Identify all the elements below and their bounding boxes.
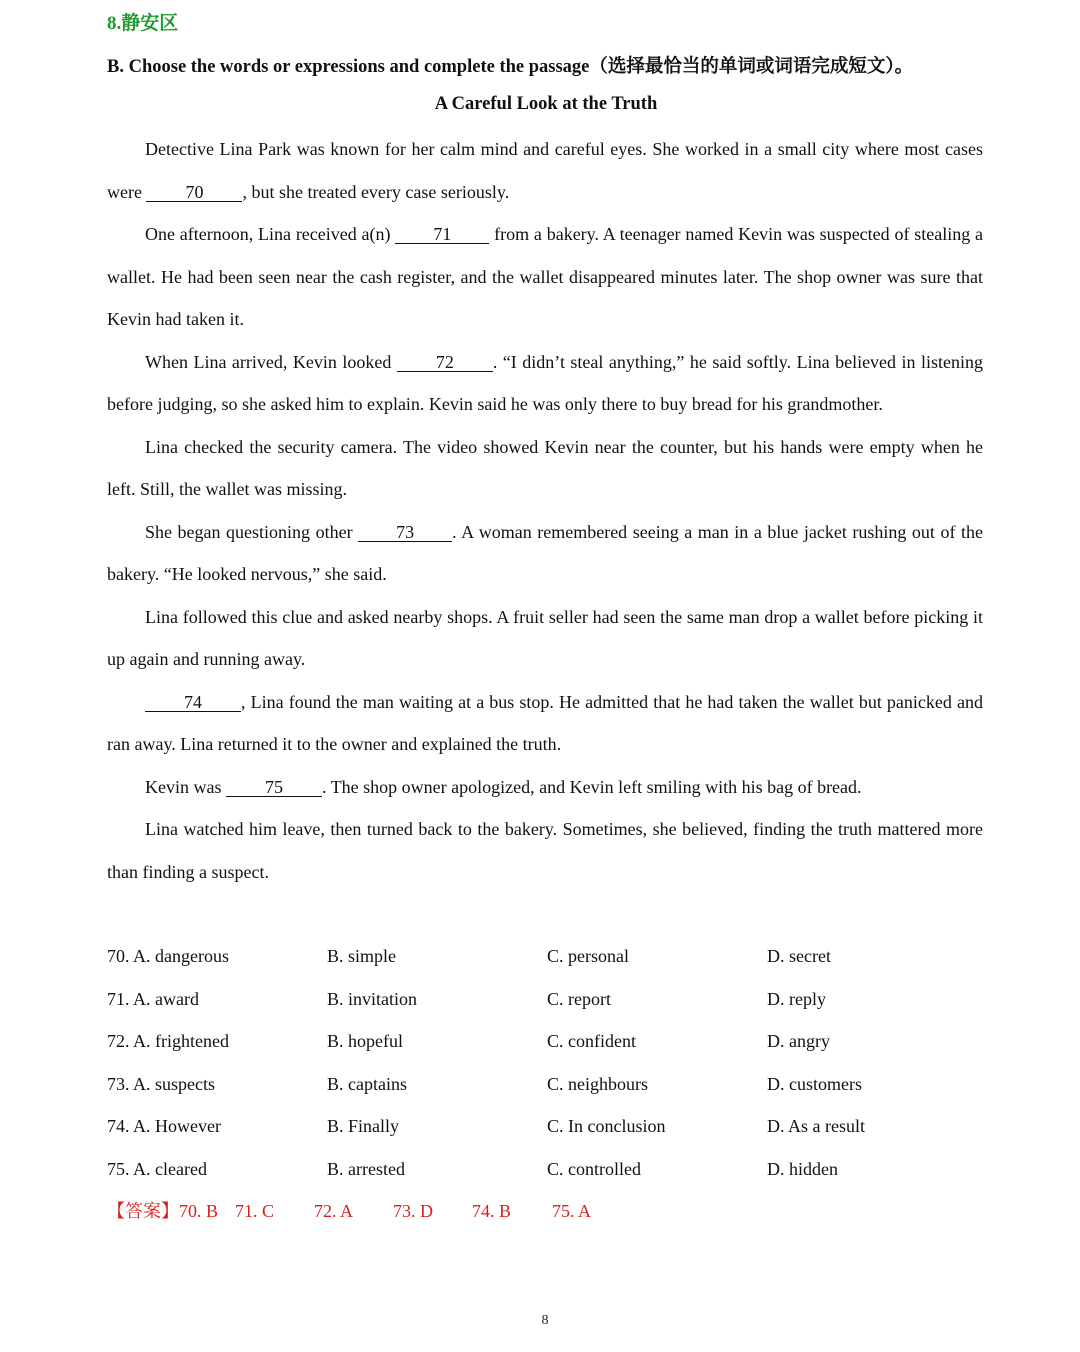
paragraph-text: When Lina arrived, Kevin looked [145,351,392,372]
option: D. secret [767,946,831,966]
option: 73. A. suspects [107,1073,215,1094]
option: B. arrested [327,1158,405,1179]
blank-73: 73 [358,523,452,542]
blank-75: 75 [226,778,322,797]
option-row-74 [107,1105,987,1148]
option-row-72 [107,1020,987,1063]
option: B. invitation [327,988,417,1009]
option: C. report [547,988,611,1009]
answer-75: 75. A [552,1201,592,1221]
option: 74. A. However [107,1116,221,1136]
option: C. controlled [547,1158,641,1179]
option: D. customers [767,1073,862,1094]
paragraph-text: . “I didn’t steal anything,” he said softly. Lina believed in listening before judging, so she asked him to explain. Kevin said he was only there to buy bread for his grandmother. [107,351,984,414]
option: D. As a result [767,1116,865,1136]
blank-71: 71 [395,225,489,244]
paragraph-text: Kevin was [145,776,222,797]
paragraph-text: She began questioning other [145,521,353,542]
option: C. confident [547,1031,636,1051]
blank-72: 72 [397,353,493,372]
paragraph-text: Detective Lina Park was known for her calm mind and careful eyes. She worked in a small city where most cases were [107,139,983,202]
answer-71: 71. C [235,1201,275,1221]
paragraph-9: Lina watched him leave, then turned back to the bakery. Sometimes, she believed, finding the truth mattered more than finding a suspect. [107,819,983,882]
answer-label: 【答案】 [107,1201,179,1221]
option: 70. A. dangerous [107,946,229,966]
option: B. Finally [327,1116,400,1136]
answer-73: 73. D [393,1201,433,1221]
option: B. simple [327,946,397,966]
answer-72: 72. A [314,1201,354,1221]
option: B. captains [327,1073,407,1094]
paragraph-text: from a bakery. A teenager named Kevin was suspected of stealing a wallet. He had been seen near the cash register, and the wallet disappeared minutes later. The shop owner was sure that Kevin had taken it. [107,224,984,329]
option: B. hopeful [327,1031,403,1051]
paragraph-3 [107,341,983,426]
option: 75. A. cleared [107,1158,207,1179]
option: C. personal [547,946,629,966]
paragraph-6: Lina followed this clue and asked nearby shops. A fruit seller had seen the same man drop a wallet before picking it up again and running away. [107,606,983,669]
paragraph-text: , but she treated every case seriously. [242,181,510,202]
option: C. neighbours [547,1073,648,1094]
answer-70: 70. B [179,1201,219,1221]
paragraph-text: . The shop owner apologized, and Kevin left smiling with his bag of bread. [321,776,862,797]
paragraph-text: One afternoon, Lina received a(n) [145,224,391,244]
district-heading: 8.静安区 [107,13,179,34]
paragraph-7 [107,681,983,766]
answer-key [107,1190,591,1233]
blank-70: 70 [146,183,242,202]
paragraph-8 [107,766,983,809]
paragraph-text: . A woman remembered seeing a man in a blue jacket rushing out of the bakery. “He looked nervous,” she said. [107,521,983,584]
option: D. hidden [767,1158,838,1179]
paragraph-1 [107,128,983,213]
option: 71. A. award [107,988,199,1009]
paragraph-text: , Lina found the man waiting at a bus stop. He admitted that he had taken the wallet but panicked and ran away. Lina returned it to the owner and explained the truth. [107,691,983,754]
option-row-75 [107,1148,987,1191]
answer-options [107,935,987,1190]
passage-body [107,128,983,893]
option-row-70 [107,935,987,978]
paragraph-2 [107,213,983,341]
option: D. angry [767,1031,830,1051]
page-number: 8 [541,1313,549,1328]
paragraph-4: Lina checked the security camera. The video showed Kevin near the counter, but his hands were empty when he left. Still, the wallet was missing. [107,436,983,499]
answer-74: 74. B [472,1201,512,1221]
section-instruction: B. Choose the words or expressions and complete the passage（选择最恰当的单词或词语完成短文）。 [107,57,914,77]
option-row-71 [107,978,987,1021]
option: C. In conclusion [547,1116,666,1136]
option-row-73 [107,1063,987,1106]
option: D. reply [767,988,826,1009]
option: 72. A. frightened [107,1031,229,1051]
passage-title: A Careful Look at the Truth [434,94,658,114]
blank-74: 74 [145,693,241,712]
paragraph-5 [107,511,983,596]
